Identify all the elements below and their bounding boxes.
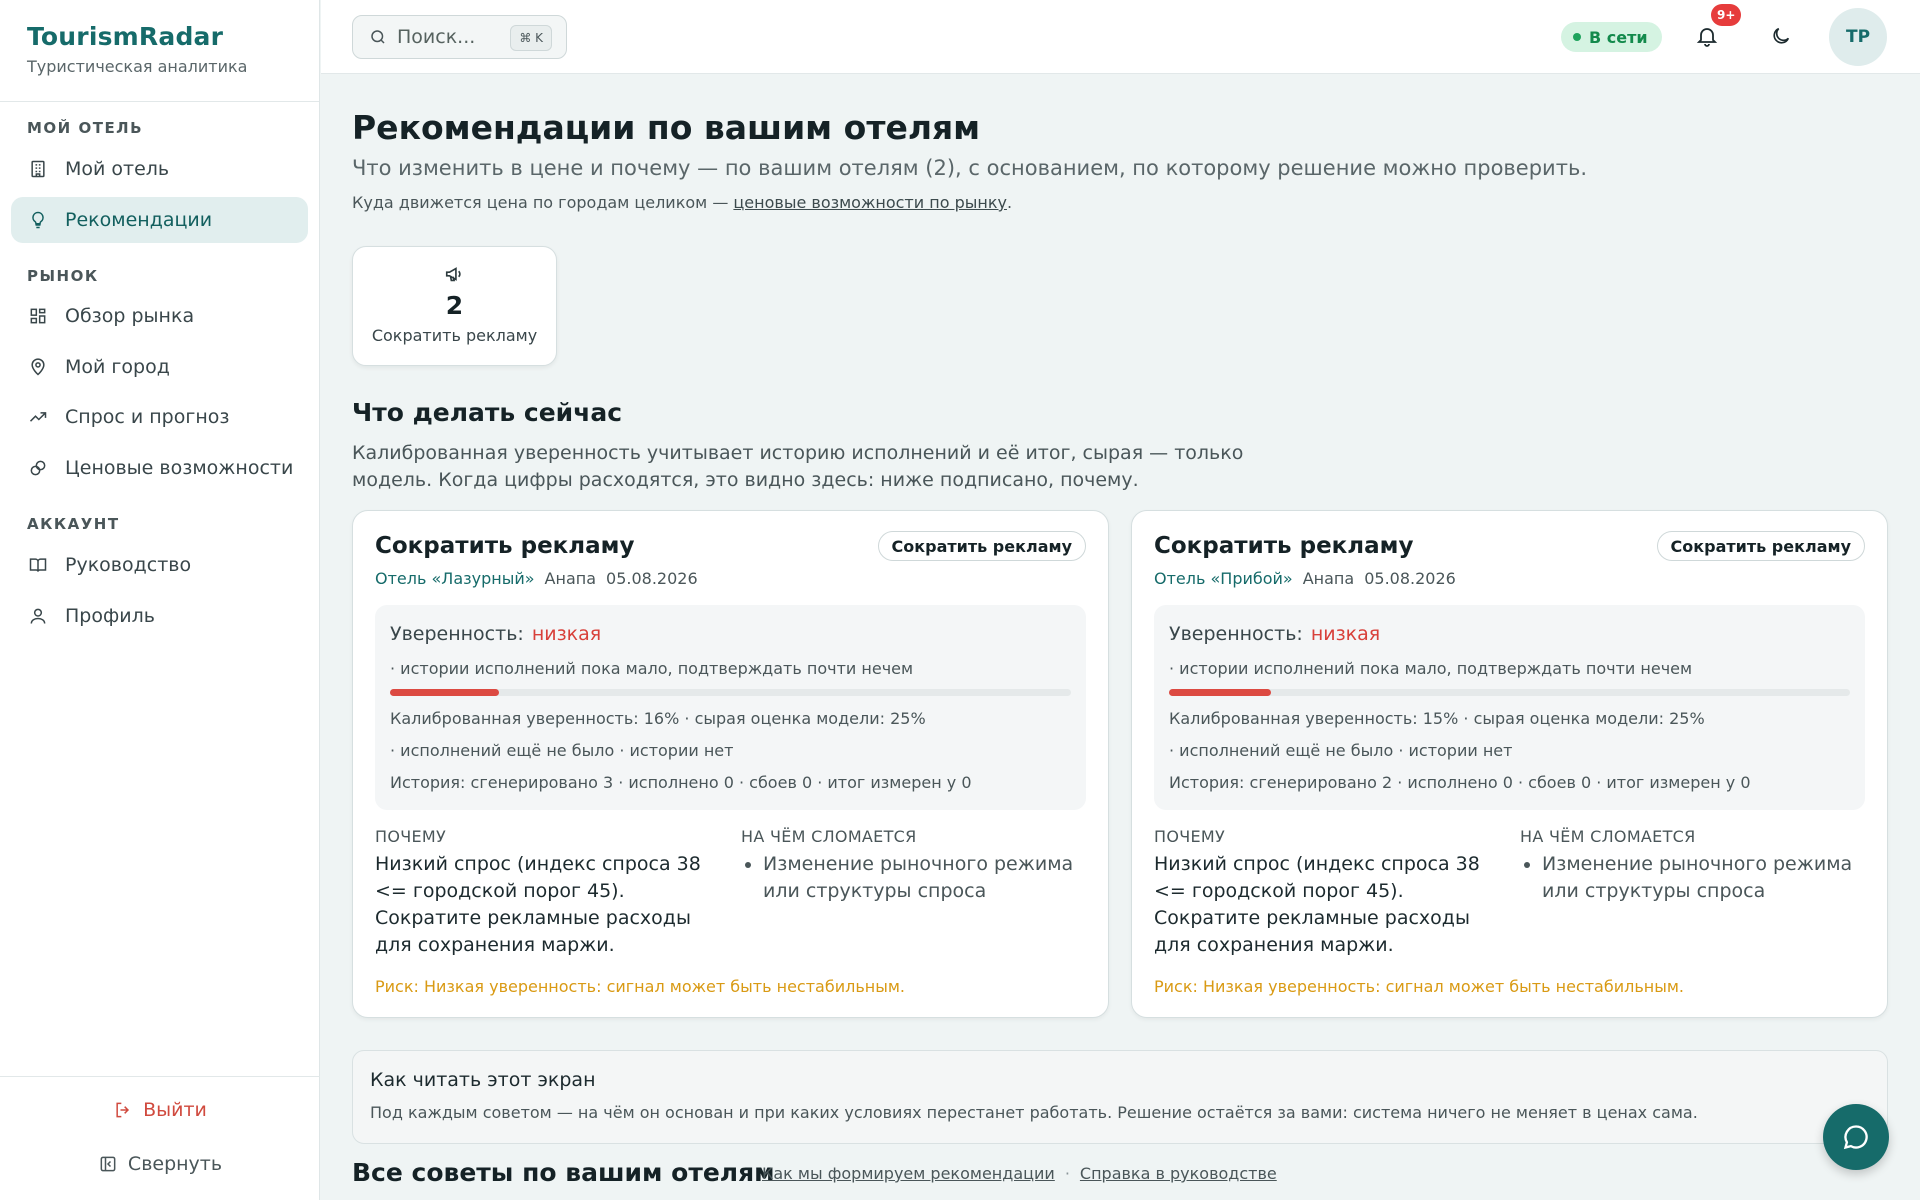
confidence-bar bbox=[1169, 689, 1850, 696]
moon-icon bbox=[1770, 25, 1792, 47]
calibrated-confidence: Калиброванная уверенность: 16% · сырая оценка модели: 25% bbox=[390, 709, 926, 728]
hotel-name[interactable]: Отель «Лазурный» bbox=[375, 569, 535, 588]
coins-icon bbox=[27, 457, 49, 479]
confidence-heading bbox=[1169, 623, 1380, 645]
collapse-sidebar-button[interactable] bbox=[0, 1153, 320, 1175]
executions-info: · исполнений ещё не было · истории нет bbox=[390, 741, 734, 760]
sidebar-item-my-city[interactable] bbox=[11, 344, 308, 390]
page-note bbox=[352, 193, 1012, 212]
lightbulb-icon bbox=[27, 209, 49, 231]
how-we-form-link[interactable]: Как мы формируем рекомендации bbox=[762, 1164, 1055, 1183]
sidebar-item-label: Руководство bbox=[65, 554, 192, 576]
break-label: НА ЧЁМ СЛОМАЕТСЯ bbox=[741, 827, 917, 846]
megaphone-icon bbox=[444, 263, 466, 285]
brand-subtitle: Туристическая аналитика bbox=[27, 57, 248, 76]
nav-section-market: РЫНОК bbox=[27, 267, 99, 285]
page-note-prefix: Куда движется цена по городам целиком — bbox=[352, 193, 734, 212]
book-icon bbox=[27, 554, 49, 576]
sidebar bbox=[0, 0, 320, 1200]
section-title-now: Что делать сейчас bbox=[352, 398, 623, 427]
map-pin-icon bbox=[27, 356, 49, 378]
confidence-label: Уверенность: bbox=[1169, 623, 1303, 645]
bell-icon bbox=[1695, 24, 1719, 48]
guide-help-link[interactable]: Справка в руководстве bbox=[1079, 1164, 1277, 1183]
panel-collapse-icon bbox=[98, 1154, 118, 1174]
why-text: Низкий спрос (индекс спроса 38 <= городской порог 45). Сократите рекламные расходы для сохранения маржи. bbox=[1154, 853, 1480, 956]
page-subtitle: Что изменить в цене и почему — по вашим отелям (2), с основанием, по которому решение можно проверить. bbox=[352, 156, 1587, 180]
recommendation-date: 05.08.2026 bbox=[606, 569, 698, 588]
how-to-read-panel bbox=[352, 1050, 1888, 1144]
link-separator: · bbox=[1064, 1164, 1070, 1183]
confidence-bar-fill bbox=[390, 689, 499, 696]
building-icon bbox=[27, 158, 49, 180]
search-placeholder: Поиск... bbox=[397, 26, 476, 48]
status-dot bbox=[1573, 33, 1581, 41]
list-item: • Изменение рыночного режима или структуры спроса bbox=[763, 851, 1081, 905]
recommendation-title: Сократить рекламу bbox=[375, 533, 635, 559]
chat-button[interactable] bbox=[1823, 1104, 1889, 1170]
stat-card-reduce-ads[interactable] bbox=[352, 246, 557, 366]
calibrated-confidence: Калиброванная уверенность: 15% · сырая оценка модели: 25% bbox=[1169, 709, 1705, 728]
topbar bbox=[321, 0, 1920, 74]
recommendation-tag[interactable]: Сократить рекламу bbox=[878, 531, 1086, 561]
theme-toggle[interactable] bbox=[1770, 25, 1792, 51]
why-text: Низкий спрос (индекс спроса 38 <= городской порог 45). Сократите рекламные расходы для сохранения маржи. bbox=[375, 853, 701, 956]
hotel-name[interactable]: Отель «Прибой» bbox=[1154, 569, 1293, 588]
page-note-suffix: . bbox=[1006, 193, 1013, 212]
recommendation-card bbox=[1131, 510, 1888, 1018]
sidebar-item-price-opportunities[interactable] bbox=[11, 445, 308, 491]
how-to-read-text: Под каждым советом — на чём он основан и при каких условиях перестанет работать. Решение остаётся за вами: система ничего не меняет в ценах сама. bbox=[370, 1103, 1698, 1122]
executions-info: · исполнений ещё не было · истории нет bbox=[1169, 741, 1513, 760]
stat-value: 2 bbox=[445, 291, 464, 320]
sidebar-item-profile[interactable] bbox=[11, 593, 308, 639]
sidebar-item-label: Спрос и прогноз bbox=[65, 406, 230, 428]
why-label: ПОЧЕМУ bbox=[1154, 827, 1226, 846]
status-label: В сети bbox=[1589, 27, 1648, 47]
brand bbox=[0, 0, 319, 102]
sidebar-item-recommendations[interactable] bbox=[11, 197, 308, 243]
break-list bbox=[741, 851, 1081, 905]
sidebar-item-guide[interactable] bbox=[11, 542, 308, 588]
sidebar-item-label: Ценовые возможности bbox=[65, 457, 294, 479]
city-name: Анапа bbox=[1302, 569, 1355, 588]
risk-note: Риск: Низкая уверенность: сигнал может быть нестабильным. bbox=[375, 977, 906, 996]
break-label: НА ЧЁМ СЛОМАЕТСЯ bbox=[1520, 827, 1696, 846]
search-input[interactable] bbox=[352, 15, 567, 59]
logout-label: Выйти bbox=[143, 1099, 207, 1121]
sidebar-item-my-hotel[interactable] bbox=[11, 146, 308, 192]
all-tips-links bbox=[762, 1164, 1277, 1183]
notifications-badge: 9+ bbox=[1711, 4, 1741, 26]
user-icon bbox=[27, 605, 49, 627]
risk-note: Риск: Низкая уверенность: сигнал может быть нестабильным. bbox=[1154, 977, 1685, 996]
history-info: История: сгенерировано 3 · исполнено 0 · сбоев 0 · итог измерен у 0 bbox=[390, 773, 972, 792]
history-info: История: сгенерировано 2 · исполнено 0 · сбоев 0 · итог измерен у 0 bbox=[1169, 773, 1751, 792]
dashboard-icon bbox=[27, 305, 49, 327]
recommendation-meta bbox=[1154, 569, 1456, 588]
chat-bubble-icon bbox=[1842, 1123, 1870, 1151]
stat-label: Сократить рекламу bbox=[371, 326, 538, 345]
trending-up-icon bbox=[27, 406, 49, 428]
sidebar-item-label: Обзор рынка bbox=[65, 305, 195, 327]
confidence-bar-fill bbox=[1169, 689, 1271, 696]
logout-button[interactable] bbox=[0, 1099, 320, 1121]
confidence-note: · истории исполнений пока мало, подтверждать почти нечем bbox=[1169, 659, 1693, 678]
section-description: Калиброванная уверенность учитывает историю исполнений и её итог, сырая — только модель. Когда цифры расходятся, это видно здесь: ниже подписано, почему. bbox=[352, 442, 1244, 491]
confidence-label: Уверенность: bbox=[390, 623, 524, 645]
confidence-heading bbox=[390, 623, 601, 645]
brand-title[interactable]: TourismRadar bbox=[27, 22, 224, 51]
why-label: ПОЧЕМУ bbox=[375, 827, 447, 846]
confidence-panel bbox=[1154, 605, 1865, 810]
nav-section-account: АККАУНТ bbox=[27, 515, 120, 533]
break-list bbox=[1520, 851, 1860, 905]
sidebar-item-label: Рекомендации bbox=[65, 209, 213, 231]
avatar[interactable]: TP bbox=[1829, 8, 1887, 66]
confidence-panel bbox=[375, 605, 1086, 810]
confidence-note: · истории исполнений пока мало, подтверждать почти нечем bbox=[390, 659, 914, 678]
market-opportunities-link[interactable]: ценовые возможности по рынку bbox=[733, 193, 1007, 212]
confidence-bar bbox=[390, 689, 1071, 696]
sidebar-item-label: Мой отель bbox=[65, 158, 170, 180]
city-name: Анапа bbox=[544, 569, 597, 588]
search-icon bbox=[369, 28, 387, 46]
notifications-button[interactable] bbox=[1695, 24, 1721, 50]
recommendation-tag[interactable]: Сократить рекламу bbox=[1657, 531, 1865, 561]
recommendation-date: 05.08.2026 bbox=[1364, 569, 1456, 588]
sidebar-item-label: Профиль bbox=[65, 605, 155, 627]
collapse-label: Свернуть bbox=[127, 1153, 223, 1175]
confidence-level: низкая bbox=[531, 623, 602, 645]
confidence-level: низкая bbox=[1310, 623, 1381, 645]
search-shortcut: ⌘ K bbox=[510, 25, 552, 51]
recommendation-card bbox=[352, 510, 1109, 1018]
all-tips-title: Все советы по вашим отелям bbox=[352, 1158, 775, 1187]
how-to-read-title: Как читать этот экран bbox=[370, 1069, 596, 1091]
sidebar-item-market-overview[interactable] bbox=[11, 293, 308, 339]
page-title: Рекомендации по вашим отелям bbox=[352, 108, 981, 147]
logout-icon bbox=[113, 1100, 133, 1120]
status-badge bbox=[1561, 22, 1662, 52]
sidebar-item-label: Мой город bbox=[65, 356, 170, 378]
nav-section-my-hotel: МОЙ ОТЕЛЬ bbox=[27, 119, 144, 137]
recommendation-title: Сократить рекламу bbox=[1154, 533, 1414, 559]
sidebar-footer bbox=[0, 1076, 320, 1200]
recommendation-meta bbox=[375, 569, 698, 588]
list-item: • Изменение рыночного режима или структуры спроса bbox=[1542, 851, 1860, 905]
sidebar-item-demand-forecast[interactable] bbox=[11, 394, 308, 440]
